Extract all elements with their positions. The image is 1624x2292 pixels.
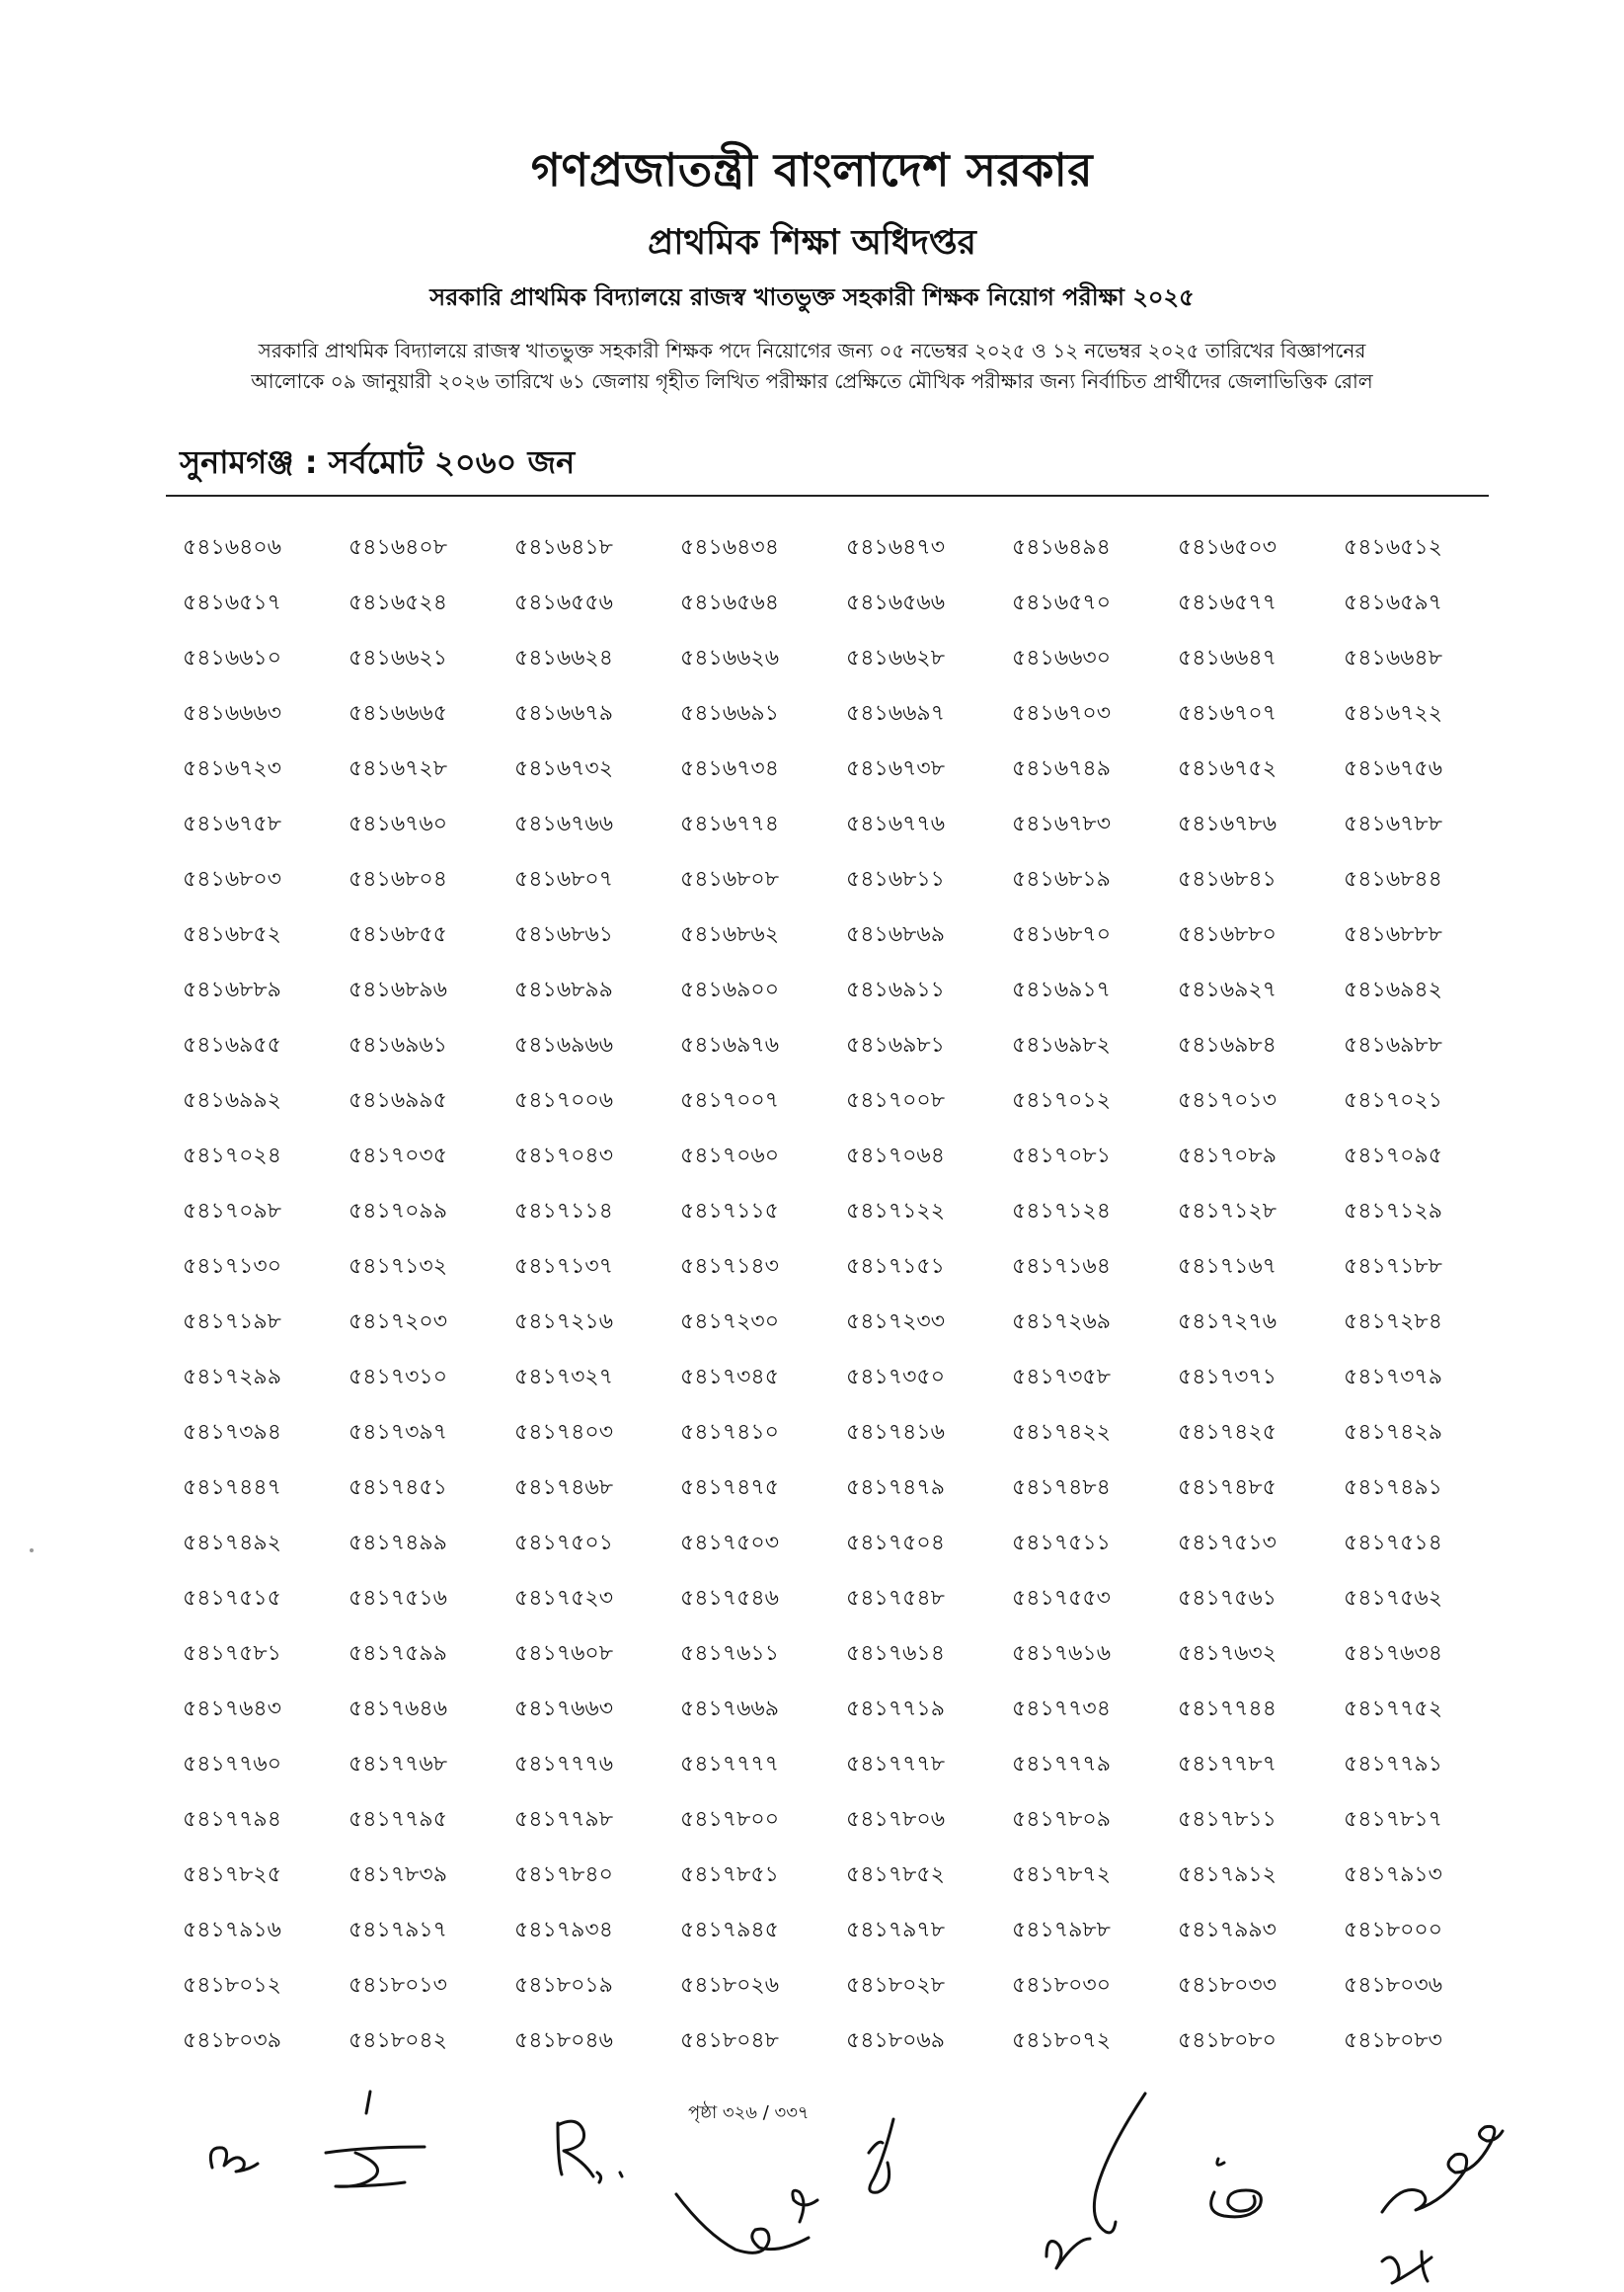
- roll-number: ৫৪১৭৪৮৫: [1178, 1475, 1276, 1500]
- roll-number: ৫৪১৭৫৮১: [183, 1641, 281, 1666]
- roll-number: ৫৪১৮০৩৩: [1178, 1973, 1277, 1998]
- roll-number: ৫৪১৬৮৮৯: [183, 978, 281, 1002]
- roll-number: ৫৪১৭৯১৭: [348, 1918, 447, 1942]
- roll-number: ৫৪১৭১২২: [846, 1199, 946, 1224]
- roll-number: ৫৪১৬৬২১: [348, 646, 448, 671]
- roll-number: ৫৪১৭৬৬৯: [680, 1697, 780, 1721]
- roll-number: ৫৪১৭৮০৯: [1012, 1807, 1111, 1832]
- roll-number: ৫৪১৭৭৬৮: [348, 1752, 448, 1777]
- roll-number: ৫৪১৬৭২৩: [183, 756, 282, 781]
- roll-number: ৫৪১৬৭৫৬: [1344, 756, 1443, 781]
- roll-number: ৫৪১৭১৮৮: [1344, 1254, 1442, 1279]
- heading-divider: [166, 495, 1489, 497]
- roll-number: ৫৪১৭২৮৪: [1344, 1309, 1442, 1334]
- roll-number: ৫৪১৬৪০৮: [348, 535, 447, 560]
- roll-number: ৫৪১৬৭৪৯: [1012, 756, 1111, 781]
- roll-number: ৫৪১৭৬১৬: [1012, 1641, 1112, 1666]
- roll-number: ৫৪১৬৬২৮: [846, 646, 946, 671]
- roll-number: ৫৪১৭০৬৪: [846, 1144, 946, 1168]
- roll-number: ৫৪১৭৫০১: [514, 1531, 613, 1555]
- roll-number: ৫৪১৭৮৩৯: [348, 1862, 447, 1887]
- roll-number: ৫৪১৭৯৯৩: [1178, 1918, 1276, 1942]
- roll-number: ৫৪১৬৭২২: [1344, 701, 1443, 726]
- government-title: গণপ্রজাতন্ত্রী বাংলাদেশ সরকার: [530, 143, 1094, 197]
- roll-number: ৫৪১৬৫১৭: [183, 591, 281, 615]
- roll-number: ৫৪১৭০২১: [1344, 1088, 1443, 1113]
- roll-number: ৫৪১৭৭৫২: [1344, 1697, 1443, 1721]
- roll-number: ৫৪১৭৭১৯: [846, 1697, 945, 1721]
- roll-number: ৫৪১৭৭৪৪: [1178, 1697, 1276, 1721]
- roll-number: ৫৪১৭২৯৯: [183, 1365, 281, 1389]
- signature-5: [869, 2119, 893, 2192]
- roll-number: ৫৪১৬৭৭৪: [680, 812, 780, 836]
- roll-number: ৫৪১৭৯৪৫: [680, 1918, 779, 1942]
- roll-number: ৫৪১৬৬২৪: [514, 646, 614, 671]
- roll-number: ৫৪১৬৭৩৮: [846, 756, 946, 781]
- roll-number: ৫৪১৭০৩৫: [348, 1144, 448, 1168]
- roll-number: ৫৪১৬৭৫২: [1178, 756, 1277, 781]
- roll-number: ৫৪১৬৯৯২: [183, 1088, 281, 1113]
- roll-number: ৫৪১৬৮৫২: [183, 922, 281, 947]
- roll-number: ৫৪১৭০৯৮: [183, 1199, 281, 1224]
- roll-number: ৫৪১৬৮৮৮: [1344, 922, 1442, 947]
- roll-number: ৫৪১৬৪০৬: [183, 535, 282, 560]
- roll-number: ৫৪১৬৮৬১: [514, 922, 613, 947]
- roll-number: ৫৪১৭২৩৩: [846, 1309, 946, 1334]
- roll-number: ৫৪১৬৪৩৪: [680, 535, 779, 560]
- roll-number: ৫৪১৭২৭৬: [1178, 1309, 1277, 1334]
- district-heading: সুনামগঞ্জ : সর্বমোট ২০৬০ জন: [180, 443, 576, 481]
- roll-number: ৫৪১৭৯৮৮: [1012, 1918, 1111, 1942]
- roll-number: ৫৪১৬৮৯৬: [348, 978, 447, 1002]
- roll-number: ৫৪১৬৫৬৪: [680, 591, 779, 615]
- roll-number: ৫৪১৭৪৮৪: [1012, 1475, 1111, 1500]
- roll-number: ৫৪১৬৮০৮: [680, 867, 779, 892]
- roll-number: ৫৪১৬৭০৩: [1012, 701, 1112, 726]
- roll-number: ৫৪১৮০৮৩: [1344, 2028, 1442, 2053]
- roll-number: ৫৪১৬৫২৪: [348, 591, 447, 615]
- roll-number: ৫৪১৭৫১১: [1012, 1531, 1111, 1555]
- roll-number: ৫৪১৭৪৭৯: [846, 1475, 945, 1500]
- roll-number: ৫৪১৬৮৬৯: [846, 922, 945, 947]
- roll-number: ৫৪১৭৬৬৩: [514, 1697, 614, 1721]
- roll-number: ৫৪১৭২০৩: [348, 1309, 448, 1334]
- roll-number: ৫৪১৭৪০৩: [514, 1420, 614, 1445]
- roll-number: ৫৪১৭০৪৩: [514, 1144, 614, 1168]
- signature-3: [558, 2121, 622, 2182]
- notice-description: [148, 336, 1476, 397]
- roll-number: ৫৪১৭০০৮: [846, 1088, 946, 1113]
- roll-number: ৫৪১৬৬৯১: [680, 701, 779, 726]
- roll-number: ৫৪১৭২৩০: [680, 1309, 780, 1334]
- roll-number: ৫৪১৭৮৫২: [846, 1862, 945, 1887]
- roll-number: ৫৪১৭৮১৭: [1344, 1807, 1442, 1832]
- roll-number: ৫৪১৬৮১৯: [1012, 867, 1111, 892]
- roll-number: ৫৪১৬৭৮৮: [1344, 812, 1442, 836]
- roll-number-grid: [183, 531, 1515, 2080]
- roll-number: ৫৪১৭১২৮: [1178, 1199, 1276, 1224]
- roll-number: ৫৪১৮০১২: [183, 1973, 281, 1998]
- roll-number: ৫৪১৬৯৭৬: [680, 1033, 780, 1058]
- roll-number: ৫৪১৬৮৭০: [1012, 922, 1112, 947]
- roll-number: ৫৪১৭৭৬০: [183, 1752, 282, 1777]
- roll-number: ৫৪১৭০৯৯: [348, 1199, 447, 1224]
- roll-number: ৫৪১৬৬৯৭: [846, 701, 946, 726]
- roll-number: ৫৪১৬৮০৭: [514, 867, 614, 892]
- roll-number: ৫৪১৭৩৫৮: [1012, 1365, 1111, 1389]
- roll-number: ৫৪১৬৯৫৫: [183, 1033, 281, 1058]
- roll-number: ৫৪১৭৯১৬: [183, 1918, 281, 1942]
- roll-number: ৫৪১৭৮০৬: [846, 1807, 946, 1832]
- roll-number: ৫৪১৭১৫১: [846, 1254, 945, 1279]
- roll-number: ৫৪১৬৯১৭: [1012, 978, 1111, 1002]
- roll-number: ৫৪১৭৬১৪: [846, 1641, 945, 1666]
- roll-number: ৫৪১৭১২৪: [1012, 1199, 1111, 1224]
- roll-number: ৫৪১৮০২৮: [846, 1973, 945, 1998]
- roll-number: ৫৪১৭৭৩৪: [1012, 1697, 1112, 1721]
- roll-number: ৫৪১৬৯৯৫: [348, 1088, 447, 1113]
- notice-description-line-2: আলোকে ০৯ জানুয়ারী ২০২৬ তারিখে ৬১ জেলায় গৃহীত লিখিত পরীক্ষার প্রেক্ষিতে মৌখিক পরীক্ষার জন্য নির্বাচিত প্রার্থীদের জেলাভিত্তিক রোল: [251, 369, 1373, 393]
- roll-number: ৫৪১৮০০০: [1344, 1918, 1443, 1942]
- roll-number: ৫৪১৭৫১৩: [1178, 1531, 1276, 1555]
- roll-number: ৫৪১৭০৬০: [680, 1144, 780, 1168]
- roll-number: ৫৪১৬৯৬১: [348, 1033, 447, 1058]
- roll-number: ৫৪১৭০৮১: [1012, 1144, 1111, 1168]
- roll-number: ৫৪১৮০২৬: [680, 1973, 780, 1998]
- roll-number: ৫৪১৮০১৯: [514, 1973, 613, 1998]
- margin-dot: [30, 1548, 34, 1552]
- roll-number: ৫৪১৭৩১০: [348, 1365, 448, 1389]
- roll-number: ৫৪১৮০১৩: [348, 1973, 447, 1998]
- roll-number: ৫৪১৭৬৪৬: [348, 1697, 448, 1721]
- roll-number: ৫৪১৬৬৪৭: [1178, 646, 1277, 671]
- roll-number: ৫৪১৬৪৯৪: [1012, 535, 1111, 560]
- signature-6: [1046, 2094, 1145, 2268]
- roll-number: ৫৪১৭৫১৫: [183, 1586, 281, 1611]
- roll-number: ৫৪১৬৫০৩: [1178, 535, 1277, 560]
- roll-number: ৫৪১৭৮১১: [1178, 1807, 1276, 1832]
- roll-number: ৫৪১৭১২৯: [1344, 1199, 1442, 1224]
- signature-7: [1211, 2159, 1262, 2217]
- roll-number: ৫৪১৭১৩০: [183, 1254, 282, 1279]
- roll-number: ৫৪১৬৬১০: [183, 646, 282, 671]
- roll-number: ৫৪১৬৭৬৬: [514, 812, 614, 836]
- roll-number: ৫৪১৭১৬৭: [1178, 1254, 1277, 1279]
- roll-number: ৫৪১৭৫৬২: [1344, 1586, 1443, 1611]
- roll-number: ৫৪১৮০৩৯: [183, 2028, 281, 2053]
- roll-number: ৫৪১৬৯১১: [846, 978, 945, 1002]
- roll-number: ৫৪১৮০৪৬: [514, 2028, 613, 2053]
- signature-1: [210, 2148, 258, 2172]
- roll-number: ৫৪১৭৪৭৫: [680, 1475, 779, 1500]
- roll-number: ৫৪১৬৭০৭: [1178, 701, 1277, 726]
- roll-number: ৫৪১৭৫০৩: [680, 1531, 780, 1555]
- roll-number: ৫৪১৭১৩৭: [514, 1254, 614, 1279]
- roll-number: ৫৪১৮০৬৯: [846, 2028, 945, 2053]
- roll-number: ৫৪১৭৮৫১: [680, 1862, 779, 1887]
- roll-number: ৫৪১৬৬৩০: [1012, 646, 1112, 671]
- roll-number: ৫৪১৭৪৯২: [183, 1531, 281, 1555]
- roll-number: ৫৪১৬৭৫৮: [183, 812, 281, 836]
- roll-number: ৫৪১৭৭৯৮: [514, 1807, 613, 1832]
- roll-number: ৫৪১৮০৪৮: [680, 2028, 779, 2053]
- roll-number: ৫৪১৬৯৮৪: [1178, 1033, 1276, 1058]
- roll-number: ৫৪১৬৪৭৩: [846, 535, 946, 560]
- roll-number: ৫৪১৬৭৮৬: [1178, 812, 1277, 836]
- signature-4: [676, 2190, 817, 2252]
- roll-number: ৫৪১৭৪১০: [680, 1420, 779, 1445]
- roll-number: ৫৪১৭৫০৪: [846, 1531, 945, 1555]
- roll-number: ৫৪১৭৩৯৪: [183, 1420, 281, 1445]
- roll-number: ৫৪১৭১১৫: [680, 1199, 779, 1224]
- roll-number: ৫৪১৭২৬৯: [1012, 1309, 1112, 1334]
- roll-number: ৫৪১৭৩২৭: [514, 1365, 614, 1389]
- roll-number: ৫৪১৭৯১৩: [1344, 1862, 1442, 1887]
- roll-number: ৫৪১৮০৩০: [1012, 1973, 1112, 1998]
- roll-number: ৫৪১৬৮৬২: [680, 922, 780, 947]
- roll-number: ৫৪১৭৭৭৭: [680, 1752, 780, 1777]
- roll-number: ৫৪১৬৫৯৭: [1344, 591, 1442, 615]
- roll-number: ৫৪১৭৩৫০: [846, 1365, 946, 1389]
- roll-number: ৫৪১৬৮৫৫: [348, 922, 447, 947]
- roll-number: ৫৪১৭৭৭৯: [1012, 1752, 1112, 1777]
- roll-number: ৫৪১৬৬৭৯: [514, 701, 614, 726]
- roll-number: ৫৪১৬৭৮৩: [1012, 812, 1112, 836]
- roll-number: ৫৪১৬৬২৬: [680, 646, 780, 671]
- roll-number: ৫৪১৬৮৯৯: [514, 978, 613, 1002]
- signatures: [0, 2054, 1624, 2291]
- roll-number: ৫৪১৭০০৬: [514, 1088, 614, 1113]
- roll-number: ৫৪১৬৫৬৬: [846, 591, 946, 615]
- roll-number: ৫৪১৭৪২৯: [1344, 1420, 1442, 1445]
- roll-number: ৫৪১৭১১৪: [514, 1199, 613, 1224]
- roll-number: ৫৪১৭০০৭: [680, 1088, 780, 1113]
- roll-number: ৫৪১৬৭৬০: [348, 812, 448, 836]
- roll-number: ৫৪১৭৫১৬: [348, 1586, 447, 1611]
- roll-number: ৫৪১৬৯৮১: [846, 1033, 945, 1058]
- roll-number: ৫৪১৭৩৪৫: [680, 1365, 779, 1389]
- roll-number: ৫৪১৭৭৭৬: [514, 1752, 614, 1777]
- roll-number: ৫৪১৭৬৩২: [1178, 1641, 1277, 1666]
- roll-number: ৫৪১৭০৯৫: [1344, 1144, 1442, 1168]
- roll-number: ৫৪১৭০৮৯: [1178, 1144, 1276, 1168]
- roll-number: ৫৪১৬৭৩২: [514, 756, 614, 781]
- roll-number: ৫৪১৭৪১৬: [846, 1420, 945, 1445]
- roll-number: ৫৪১৭০১৩: [1178, 1088, 1277, 1113]
- exam-title: সরকারি প্রাথমিক বিদ্যালয়ে রাজস্ব খাতভুক্ত সহকারী শিক্ষক নিয়োগ পরীক্ষা ২০২৫: [429, 283, 1195, 311]
- roll-number: ৫৪১৬৯৬৬: [514, 1033, 614, 1058]
- roll-number: ৫৪১৭০১২: [1012, 1088, 1112, 1113]
- roll-number: ৫৪১৬৪১৮: [514, 535, 613, 560]
- signature-2: [326, 2092, 425, 2186]
- roll-number: ৫৪১৬৫৭০: [1012, 591, 1112, 615]
- roll-number: ৫৪১৬৫৭৭: [1178, 591, 1277, 615]
- roll-number: ৫৪১৭১৩২: [348, 1254, 448, 1279]
- roll-number: ৫৪১৭৫১৪: [1344, 1531, 1442, 1555]
- directorate-title: প্রাথমিক শিক্ষা অধিদপ্তর: [648, 223, 976, 263]
- roll-number: ৫৪১৭১৬৪: [1012, 1254, 1111, 1279]
- roll-number: ৫৪১৭৬০৮: [514, 1641, 614, 1666]
- roll-number: ৫৪১৭৪৫১: [348, 1475, 447, 1500]
- roll-number: ৫৪১৭৮২৫: [183, 1862, 281, 1887]
- roll-number: ৫৪১৬৬৬৩: [183, 701, 282, 726]
- roll-number: ৫৪১৭৯১২: [1178, 1862, 1276, 1887]
- roll-number: ৫৪১৭৮৭২: [1012, 1862, 1112, 1887]
- roll-number: ৫৪১৭৭৭৮: [846, 1752, 946, 1777]
- roll-number: ৫৪১৬৬৬৫: [348, 701, 448, 726]
- roll-number: ৫৪১৭২১৬: [514, 1309, 614, 1334]
- roll-number: ৫৪১৭৪৯১: [1344, 1475, 1442, 1500]
- roll-number: ৫৪১৬৮৪৪: [1344, 867, 1442, 892]
- roll-number: ৫৪১৭৯৭৮: [846, 1918, 945, 1942]
- roll-number: ৫৪১৭৬৪৩: [183, 1697, 282, 1721]
- roll-number: ৫৪১৭০২৪: [183, 1144, 282, 1168]
- roll-number: ৫৪১৬৯৪২: [1344, 978, 1442, 1002]
- roll-number: ৫৪১৮০৮০: [1178, 2028, 1276, 2053]
- roll-number: ৫৪১৬৫১২: [1344, 535, 1442, 560]
- roll-number: ৫৪১৬৮৮০: [1178, 922, 1276, 947]
- roll-number: ৫৪১৬৭৭৬: [846, 812, 946, 836]
- roll-number: ৫৪১৭৮৪০: [514, 1862, 613, 1887]
- roll-number: ৫৪১৭৮০০: [680, 1807, 780, 1832]
- roll-number: ৫৪১৬৯৮৮: [1344, 1033, 1442, 1058]
- roll-number: ৫৪১৭৪৬৮: [514, 1475, 613, 1500]
- roll-number: ৫৪১৭৬১১: [680, 1641, 779, 1666]
- roll-number: ৫৪১৬৯০০: [680, 978, 780, 1002]
- roll-number: ৫৪১৭৪৯৯: [348, 1531, 447, 1555]
- roll-number: ৫৪১৭৪২৫: [1178, 1420, 1276, 1445]
- roll-number: ৫৪১৬৭২৮: [348, 756, 448, 781]
- roll-number: ৫৪১৭৯৩৪: [514, 1918, 613, 1942]
- roll-number: ৫৪১৬৫৫৬: [514, 591, 613, 615]
- roll-number: ৫৪১৭৫৪৮: [846, 1586, 945, 1611]
- roll-number: ৫৪১৮০৪২: [348, 2028, 447, 2053]
- roll-number: ৫৪১৬৭৩৪: [680, 756, 780, 781]
- roll-number: ৫৪১৭৫৯৯: [348, 1641, 447, 1666]
- signature-9: [1382, 2252, 1431, 2283]
- roll-number: ৫৪১৭৭৯১: [1344, 1752, 1442, 1777]
- roll-number: ৫৪১৭৪২২: [1012, 1420, 1112, 1445]
- roll-number: ৫৪১৭৭৮৭: [1178, 1752, 1277, 1777]
- roll-number: ৫৪১৬৮০৩: [183, 867, 282, 892]
- roll-number: ৫৪১৬৮১১: [846, 867, 945, 892]
- roll-number: ৫৪১৭৫২৩: [514, 1586, 614, 1611]
- notice-description-line-1: সরকারি প্রাথমিক বিদ্যালয়ে রাজস্ব খাতভুক্ত সহকারী শিক্ষক পদে নিয়োগের জন্য ০৫ নভেম্বর ২০২৫ ও ১২ নভেম্বর ২০২৫ তারিখের বিজ্ঞাপনের: [258, 339, 1366, 362]
- roll-number: ৫৪১৭৭৯৪: [183, 1807, 281, 1832]
- roll-number: ৫৪১৬৮৪১: [1178, 867, 1276, 892]
- roll-number: ৫৪১৮০৭২: [1012, 2028, 1112, 2053]
- page-number: পৃষ্ঠা ৩২৬ / ৩৩৭: [688, 2102, 810, 2123]
- roll-number: ৫৪১৭১৪৩: [680, 1254, 779, 1279]
- roll-number: ৫৪১৭৫৫৩: [1012, 1586, 1111, 1611]
- roll-number: ৫৪১৬৯৮২: [1012, 1033, 1111, 1058]
- roll-number: ৫৪১৭৭৯৫: [348, 1807, 447, 1832]
- roll-number: ৫৪১৬৮০৪: [348, 867, 447, 892]
- roll-number: ৫৪১৭১৯৮: [183, 1309, 281, 1334]
- roll-number: ৫৪১৭৩৯৭: [348, 1420, 448, 1445]
- roll-number: ৫৪১৭৩৭৯: [1344, 1365, 1443, 1389]
- roll-number: ৫৪১৬৬৪৮: [1344, 646, 1442, 671]
- roll-number: ৫৪১৭৬৩৪: [1344, 1641, 1443, 1666]
- roll-number: ৫৪১৭৪৪৭: [183, 1475, 281, 1500]
- roll-number: ৫৪১৭৩৭১: [1178, 1365, 1277, 1389]
- roll-number: ৫৪১৭৫৪৬: [680, 1586, 779, 1611]
- roll-number: ৫৪১৮০৩৬: [1344, 1973, 1443, 1998]
- roll-number: ৫৪১৭৫৬১: [1178, 1586, 1276, 1611]
- roll-number: ৫৪১৬৯২৭: [1178, 978, 1277, 1002]
- signature-8: [1382, 2126, 1503, 2212]
